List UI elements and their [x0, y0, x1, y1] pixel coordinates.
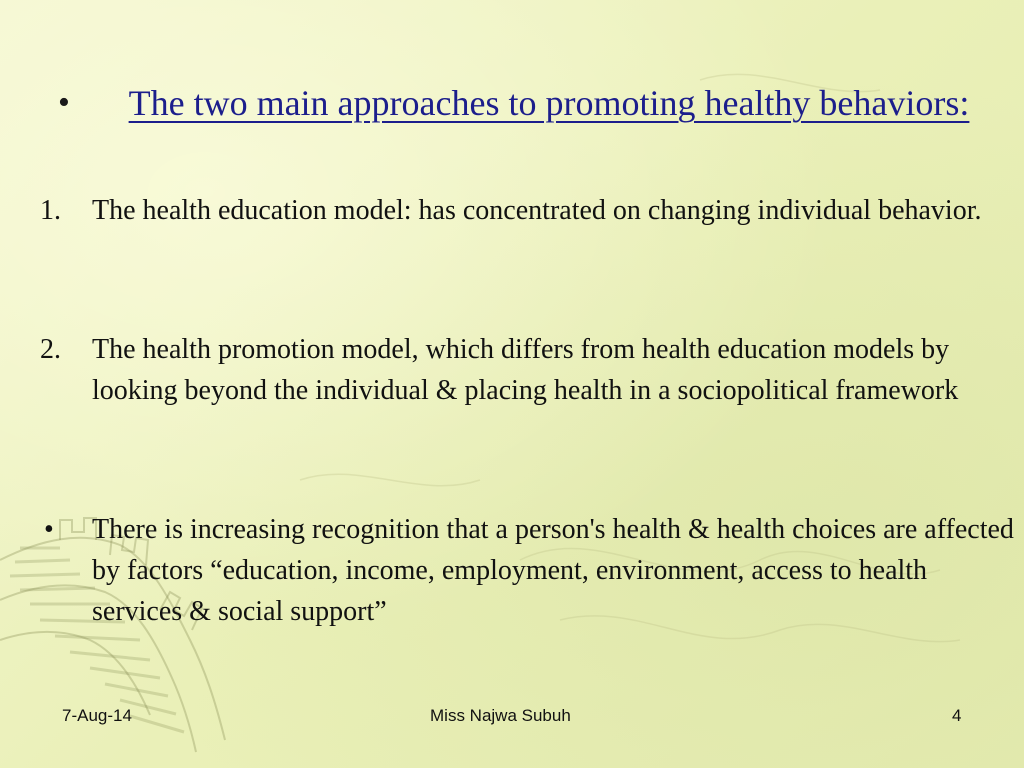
list-marker: • [44, 514, 54, 545]
list-marker: 1. [40, 195, 61, 226]
slide-title: The two main approaches to promoting healthy behaviors: [128, 83, 970, 123]
footer-author: Miss Najwa Subuh [430, 706, 571, 725]
list-marker: 2. [40, 334, 61, 365]
list-item-text: The health education model: has concentrated on changing individual behavior. [92, 195, 982, 226]
list-item-text: There is increasing recognition that a person's health & health choices are affected by factors “education, income, employment, environment, access to health services & social support” [92, 514, 1014, 627]
title-bullet: • [58, 84, 70, 121]
list-item-text: The health promotion model, which differs from health education models by looking beyond the individual & placing health in a sociopolitical framework [92, 334, 959, 406]
footer-page-number: 4 [952, 706, 962, 725]
footer-date: 7-Aug-14 [62, 706, 132, 725]
